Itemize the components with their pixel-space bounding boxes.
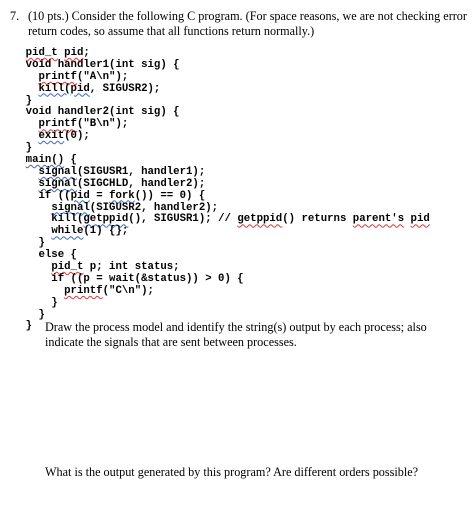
- code-token: kill(: [0, 213, 84, 226]
- question-text: (10 pts.) Consider the following C program. (For space reasons, we are not checking error return codes, so assume that all functions return normally.): [28, 9, 467, 38]
- code-token: (SIGUSR2, handler2);: [89, 201, 219, 214]
- question-number: 7.: [10, 9, 20, 23]
- code-token: else {: [0, 249, 77, 262]
- code-token: getppid: [83, 213, 129, 226]
- code-token: }: [0, 237, 45, 250]
- code-token: ("B\n");: [76, 118, 129, 131]
- code-token: if ((p = wait(&status)) > 0) {: [0, 272, 244, 285]
- code-line: [0, 84, 474, 96]
- code-token: (1) {};: [83, 225, 129, 238]
- code-token: pid_t: [51, 261, 84, 274]
- code-line: [0, 131, 474, 143]
- code-token: }: [0, 296, 58, 309]
- code-token: (SIGCHLD, handler2);: [76, 177, 206, 190]
- code-token: () returns: [282, 213, 353, 226]
- code-token: }: [0, 320, 33, 333]
- output-prompt: What is the output generated by this program? Are different orders possible?: [45, 465, 419, 479]
- code-token: {: [64, 154, 77, 167]
- code-token: void handler1(int sig) {: [0, 58, 180, 71]
- code-token: exit: [38, 130, 65, 143]
- code-token: ()) == 0) {: [134, 189, 206, 202]
- code-line: [0, 298, 474, 310]
- code-token: [0, 202, 51, 214]
- code-token: p; int status;: [83, 261, 180, 274]
- code-token: while: [51, 225, 84, 238]
- code-token: [0, 71, 38, 83]
- draw-prompt: Draw the process model and identify the string(s) output by each process; also indicate the signals that are sent between processes.: [45, 320, 427, 349]
- code-token: getppid: [237, 213, 283, 226]
- code-token: ;: [83, 47, 90, 59]
- code-token: ("A\n");: [76, 70, 129, 83]
- code-token: printf: [38, 118, 77, 131]
- code-token: pid_t: [25, 47, 58, 59]
- code-token: fork: [109, 189, 135, 202]
- code-token: [0, 225, 51, 237]
- code-token: pid: [410, 213, 430, 226]
- code-line: [0, 226, 474, 238]
- code-token: printf: [38, 70, 77, 83]
- code-token: [0, 285, 64, 297]
- code-token: }: [0, 308, 45, 321]
- code-token: main(): [25, 154, 65, 167]
- code-token: (SIGUSR1, handler1);: [76, 165, 206, 178]
- code-token: , SIGUSR2);: [89, 82, 161, 95]
- code-line: [0, 286, 474, 298]
- code-token: parent's: [352, 213, 405, 226]
- code-token: [0, 178, 38, 190]
- code-token: void handler2(int sig) {: [0, 106, 180, 119]
- code-token: if ((: [0, 189, 71, 202]
- code-token: (), SIGUSR1); //: [128, 213, 238, 226]
- code-block: [0, 48, 474, 333]
- code-token: ("C\n");: [102, 284, 154, 297]
- code-token: kill(pid: [38, 82, 90, 95]
- code-token: }: [0, 142, 33, 155]
- code-token: printf: [64, 284, 103, 297]
- code-token: (0);: [64, 130, 90, 143]
- code-token: signal: [51, 201, 90, 214]
- code-token: [0, 154, 26, 166]
- code-token: =: [89, 189, 110, 202]
- code-token: signal: [38, 165, 77, 178]
- code-token: pid: [70, 189, 90, 202]
- code-token: pid: [64, 47, 84, 59]
- code-token: signal: [38, 177, 77, 190]
- code-token: [0, 47, 26, 59]
- code-token: [0, 166, 38, 178]
- code-token: [0, 130, 38, 142]
- code-token: }: [0, 94, 33, 107]
- code-token: [0, 118, 38, 130]
- code-token: [0, 261, 51, 273]
- code-token: [0, 83, 38, 95]
